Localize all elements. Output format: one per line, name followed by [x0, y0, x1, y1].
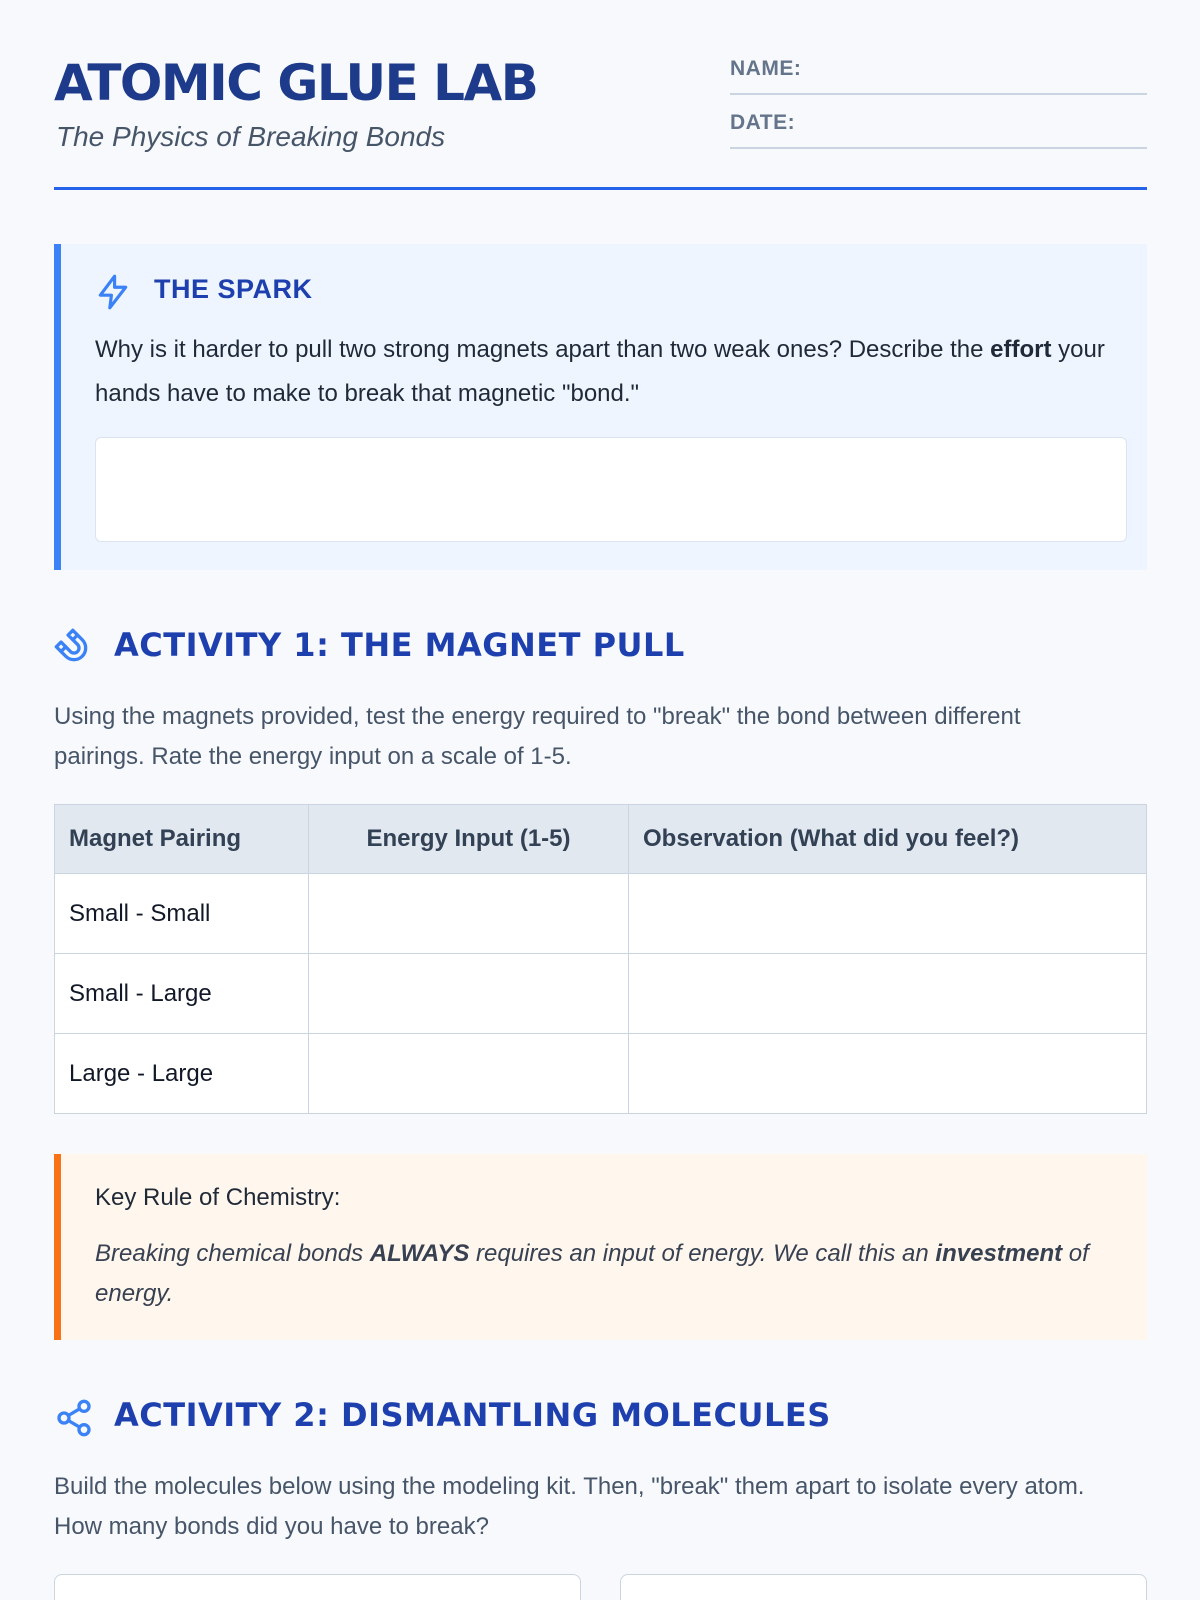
activity1-title: ACTIVITY 1: THE MAGNET PULL	[114, 626, 685, 664]
energy-input-cell[interactable]	[309, 954, 629, 1034]
activity1-description: Using the magnets provided, test the energy required to "break" the bond between different pairings. Rate the energy input on a scale of 1-5.	[54, 703, 1021, 770]
molecule-card-1	[54, 1574, 581, 1600]
table-row	[55, 874, 1147, 954]
activity2-title: ACTIVITY 2: DISMANTLING MOLECULES	[114, 1396, 831, 1434]
share-nodes-icon	[54, 1398, 94, 1438]
activity2-description: Build the molecules below using the modeling kit. Then, "break" them apart to isolate every atom. How many bonds did you have to break?	[54, 1473, 1085, 1540]
page-title: ATOMIC GLUE LAB	[54, 54, 538, 112]
magnet-icon	[54, 628, 94, 668]
key-rule-bold-1: ALWAYS	[369, 1240, 470, 1267]
column-header-pairing: Magnet Pairing	[55, 805, 309, 874]
column-header-energy: Energy Input (1-5)	[309, 805, 629, 874]
pairing-cell: Small - Large	[55, 954, 309, 1034]
date-label: DATE:	[730, 111, 796, 134]
key-rule-text-3: of energy.	[95, 1240, 1089, 1307]
lightning-icon	[94, 273, 132, 311]
page-subtitle: The Physics of Breaking Bonds	[56, 121, 446, 152]
key-rule-callout	[54, 1154, 1147, 1340]
observation-cell[interactable]	[629, 1034, 1147, 1114]
energy-input-cell[interactable]	[309, 874, 629, 954]
spark-answer-box[interactable]	[95, 437, 1127, 542]
spark-text-before: Why is it harder to pull two strong magnets apart than two weak ones? Describe the	[95, 336, 991, 363]
spark-question	[95, 328, 1125, 416]
key-rule-bold-2: investment	[935, 1240, 1063, 1267]
key-rule-text-1: Breaking chemical bonds	[95, 1240, 370, 1267]
spark-section	[54, 244, 1147, 570]
pairing-cell: Large - Large	[55, 1034, 309, 1114]
observation-cell[interactable]	[629, 954, 1147, 1034]
table-header-row	[55, 805, 1147, 874]
key-rule-text-2: requires an input of energy. We call this an	[469, 1240, 936, 1267]
key-rule-title: Key Rule of Chemistry:	[95, 1184, 341, 1211]
name-field[interactable]	[730, 55, 1147, 95]
table-row	[55, 954, 1147, 1034]
date-field[interactable]	[730, 109, 1147, 149]
spark-text-bold: effort	[990, 336, 1052, 363]
column-header-observation: Observation (What did you feel?)	[629, 805, 1147, 874]
key-rule-text	[95, 1234, 1125, 1314]
spark-title: THE SPARK	[154, 274, 313, 304]
molecule-card-2	[620, 1574, 1147, 1600]
pairing-cell: Small - Small	[55, 874, 309, 954]
spark-text-after: your hands have to make to break that magnetic "bond."	[95, 336, 1105, 407]
observation-cell[interactable]	[629, 874, 1147, 954]
worksheet-header	[54, 0, 1147, 190]
name-label: NAME:	[730, 57, 802, 80]
worksheet-page	[54, 0, 1147, 1540]
magnet-pull-table	[54, 804, 1147, 1114]
energy-input-cell[interactable]	[309, 1034, 629, 1114]
table-row	[55, 1034, 1147, 1114]
